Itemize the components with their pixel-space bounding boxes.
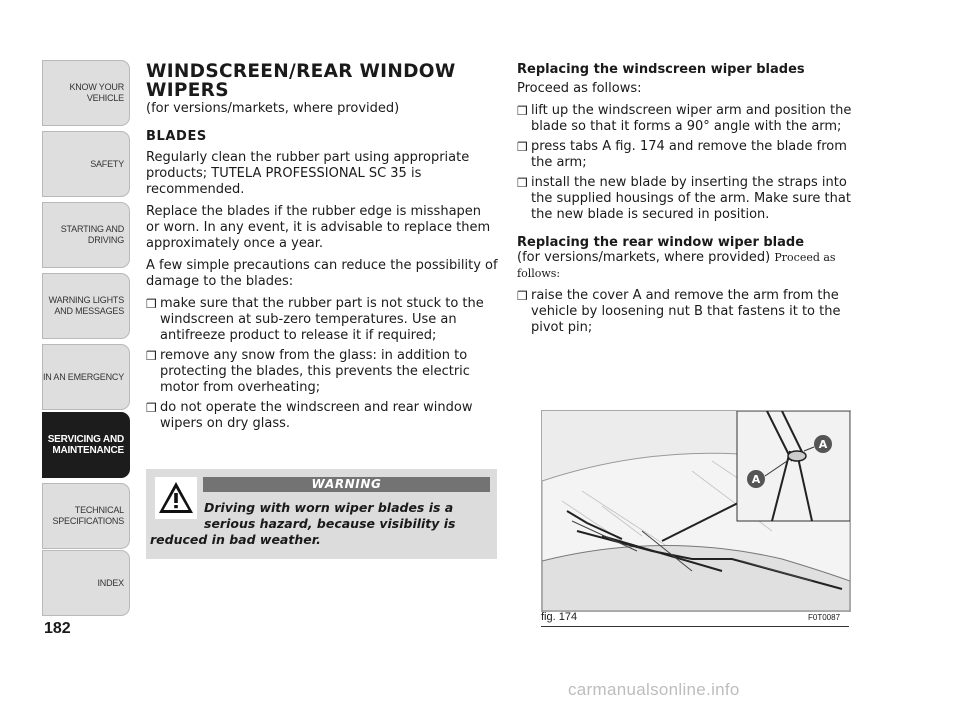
checkbox-bullet-icon: ❒ bbox=[517, 176, 528, 190]
label-a: A bbox=[751, 473, 761, 486]
warning-heading: WARNING bbox=[203, 477, 490, 492]
page-title bbox=[146, 62, 498, 100]
warning-line: Driving with worn wiper blades is a bbox=[204, 500, 454, 515]
tab-index[interactable] bbox=[42, 550, 130, 616]
list-item bbox=[517, 139, 862, 171]
checkbox-bullet-icon: ❒ bbox=[146, 401, 157, 415]
tab-technical-specifications[interactable] bbox=[42, 483, 130, 549]
section-heading: Replacing the rear window wiper blade bbox=[517, 235, 805, 250]
list-item-text: remove any snow from the glass: in addition to protecting the blades, this prevents the electric motor from overheating; bbox=[160, 348, 470, 395]
title-line: WINDSCREEN/REAR WINDOW bbox=[146, 61, 456, 82]
blades-heading: BLADES bbox=[146, 129, 207, 144]
list-item-text: do not operate the windscreen and rear window wipers on dry glass. bbox=[160, 400, 473, 431]
proceed-text: follows: bbox=[517, 267, 561, 280]
list-item-text: install the new blade by inserting the straps into the supplied housings of the arm. Make sure that the new blade is secured in position. bbox=[531, 175, 851, 222]
tab-in-an-emergency[interactable] bbox=[42, 344, 130, 410]
checkbox-bullet-icon: ❒ bbox=[517, 140, 528, 154]
tab-label: KNOW YOUR bbox=[69, 82, 124, 92]
figure-caption: fig. 174 bbox=[541, 611, 578, 623]
tab-label: TECHNICAL bbox=[74, 505, 124, 515]
list-item-text: press tabs A fig. 174 and remove the blade from the arm; bbox=[531, 139, 847, 170]
tab-label: SPECIFICATIONS bbox=[52, 516, 124, 526]
list-item bbox=[146, 296, 498, 344]
page-number: 182 bbox=[44, 620, 71, 637]
paragraph: Proceed as follows: bbox=[517, 81, 642, 96]
wiper-diagram bbox=[542, 411, 850, 611]
watermark: carmanualsonline.info bbox=[568, 680, 740, 699]
rear-steps-list bbox=[517, 288, 862, 336]
tab-label: IN AN EMERGENCY bbox=[43, 371, 125, 382]
list-item bbox=[517, 103, 862, 135]
paragraph: Regularly clean the rubber part using appropriate products; TUTELA PROFESSIONAL SC 35 is recommended. bbox=[146, 150, 470, 197]
checkbox-bullet-icon: ❒ bbox=[517, 104, 528, 118]
tab-label: DRIVING bbox=[87, 235, 124, 245]
tab-label: WARNING LIGHTS bbox=[48, 295, 124, 305]
tab-label: SERVICING AND bbox=[47, 434, 124, 445]
tab-starting-and-driving[interactable] bbox=[42, 202, 130, 268]
tab-label: STARTING AND bbox=[60, 224, 124, 234]
checkbox-bullet-icon: ❒ bbox=[146, 297, 157, 311]
list-item-text: raise the cover A and remove the arm from the vehicle by loosening nut B that fastens it to the pivot pin; bbox=[531, 288, 841, 335]
tab-safety[interactable] bbox=[42, 131, 130, 197]
windscreen-steps-list bbox=[517, 103, 862, 223]
left-column bbox=[146, 62, 498, 436]
list-item bbox=[517, 175, 862, 223]
label-a: A bbox=[818, 438, 828, 451]
warning-box bbox=[146, 469, 497, 559]
warning-line: serious hazard, because visibility is bbox=[204, 516, 456, 531]
list-item bbox=[517, 288, 862, 336]
warning-text bbox=[150, 500, 490, 548]
checkbox-bullet-icon: ❒ bbox=[146, 349, 157, 363]
tab-label: VEHICLE bbox=[86, 93, 124, 103]
list-item-text: lift up the windscreen wiper arm and position the blade so that it forms a 90° angle with the arm; bbox=[531, 103, 852, 134]
tab-know-your-vehicle[interactable] bbox=[42, 60, 130, 126]
section-heading: Replacing the windscreen wiper blades bbox=[517, 62, 805, 77]
caption-divider bbox=[541, 626, 849, 627]
precaution-list bbox=[146, 296, 498, 432]
tab-servicing-and-maintenance[interactable] bbox=[42, 412, 130, 478]
right-column bbox=[517, 62, 862, 340]
tab-label: MAINTENANCE bbox=[52, 445, 124, 456]
list-item bbox=[146, 400, 498, 432]
tab-label: SAFETY bbox=[90, 158, 124, 169]
tab-warning-lights[interactable] bbox=[42, 273, 130, 339]
title-line: WIPERS bbox=[146, 80, 229, 101]
paragraph: Replace the blades if the rubber edge is misshapen or worn. In any event, it is advisable to replace them approximately once a year. bbox=[146, 204, 491, 251]
paragraph: A few simple precautions can reduce the possibility of damage to the blades: bbox=[146, 258, 498, 289]
figure-code: F0T0087 bbox=[808, 613, 841, 622]
title-subtitle: (for versions/markets, where provided) bbox=[146, 101, 400, 116]
list-item-text: make sure that the rubber part is not stuck to the windscreen at sub-zero temperatures. Use an antifreeze product to release it if required; bbox=[160, 296, 484, 343]
checkbox-bullet-icon: ❒ bbox=[517, 289, 528, 303]
wiper-illustration bbox=[541, 410, 851, 612]
proceed-text: Proceed as bbox=[774, 251, 836, 264]
tab-label: INDEX bbox=[97, 577, 124, 588]
warning-line: reduced in bad weather. bbox=[150, 532, 321, 547]
list-item bbox=[146, 348, 498, 396]
paragraph bbox=[517, 250, 862, 282]
tab-label: AND MESSAGES bbox=[54, 306, 124, 316]
section-subtitle: (for versions/markets, where provided) bbox=[517, 250, 771, 265]
